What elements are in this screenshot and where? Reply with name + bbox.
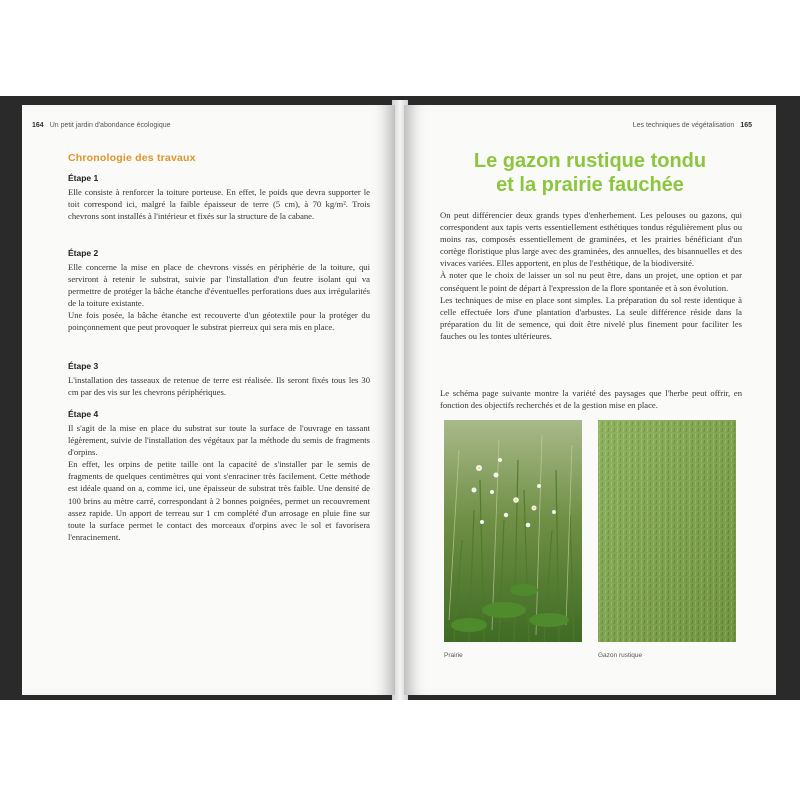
step-label: Étape 1 [68,173,99,183]
lawn-caption: Gazon rustique [598,652,643,659]
schema-note [440,387,742,411]
step-text: L'installation des tasseaux de retenue de terre est réalisée. Ils seront fixés tous les 30 cm par des vis sur les chevrons périphériques. [68,375,370,398]
step-4 [68,409,370,543]
right-running-header [633,122,752,129]
left-page [22,105,395,695]
step-label: Étape 3 [68,361,99,371]
meadow-caption: Prairie [444,652,463,659]
step-label: Étape 4 [68,409,99,419]
chapter-title [404,149,776,197]
step-2 [68,248,370,334]
left-running-header [32,122,171,129]
step-3 [68,361,370,398]
meadow-photo [444,420,582,642]
left-header-text: Un petit jardin d'abondance écologique [49,122,171,129]
step-text: Elle concerne la mise en place de chevrons vissés en périphérie de la toiture, qui serviront à retenir le substrat, suivie par l'installation d'un feutre isolant qui va permettre de protéger la bâche étanche d'éventuelles perforations dues aux irrégularités de la toiture existante. Une fois posée, la bâche étanche est recouverte d'un géotextile pour la protéger du poinçonnement que peut provoquer le substrat pierreux qui sera mis en place. [68,262,370,333]
step-text: Elle consiste à renforcer la toiture porteuse. En effet, le poids que devra supporter le toit correspond ici, malgré la faible épaisseur de terre (5 cm), à 70 kg/m². Trois chevrons sont installés à l'intérieur et fixés sur la structure de la cabane. [68,187,370,222]
right-page [404,105,776,695]
lawn-photo [598,420,736,642]
schema-paragraph: Le schéma page suivante montre la variété des paysages que l'herbe peut offrir, en fonction des objectifs recherchés et de la gestion mise en place. [440,388,742,411]
right-page-number: 165 [740,122,752,129]
chapter-title-line1: Le gazon rustique tondu [473,150,707,172]
right-header-text: Les techniques de végétalisation [632,122,735,129]
chapter-title-line2: et la prairie fauchée [496,174,684,196]
step-label: Étape 2 [68,248,99,258]
step-1 [68,173,370,222]
left-page-number: 164 [32,122,44,129]
section-title: Chronologie des travaux [68,152,196,164]
step-text: Il s'agit de la mise en place du substrat sur toute la surface de l'ouvrage en tassant légèrement, suivie de l'installation des végétaux par la méthode du semis de fragments d'orpins. En effet, les orpins de petite taille ont la capacité de s'installer par le semis de fragments de quelques centimètres qui vont s'enraciner très facilement. Cette méthode est idéale quand on a, comme ici, une épaisseur de substrat très faible. Une densité de 100 brins au mètre carré, correspondant à 2 bonnes poignées, permet un recouvrement assez rapide. Un apport de terreau sur 1 cm complété d'un arrosage en pluie fine sur toute la surface permet le contact des morceaux d'orpins avec le sol et favorisera l'enracinement. [68,423,370,542]
intro-text [440,209,742,342]
intro-paragraph: On peut différencier deux grands types d'enherbement. Les pelouses ou gazons, qui correspondent aux tapis verts essentiellement esthétiques tondus régulièrement plus ou moins ras, composés essentiellement de graminées, et les prairies bénéficiant d'un cortège floristique plus large avec des graminées, des annuelles, des bisannuelles et des vivaces variées. Elles apportent, en plus de l'esthétique, de la biodiversité. À noter que le choix de laisser un sol nu peut être, dans un projet, une option et par conséquent le point de départ à l'expression de la flore spontanée et à son évolution. Les techniques de mise en place sont simples. La préparation du sol reste identique à celle effectuée lors d'une plantation d'arbustes. La seule différence réside dans la préparation du lit de semence, qui doit être nivelé plus finement pour faciliter les fauches ou les tontes ultérieures. [440,210,742,341]
